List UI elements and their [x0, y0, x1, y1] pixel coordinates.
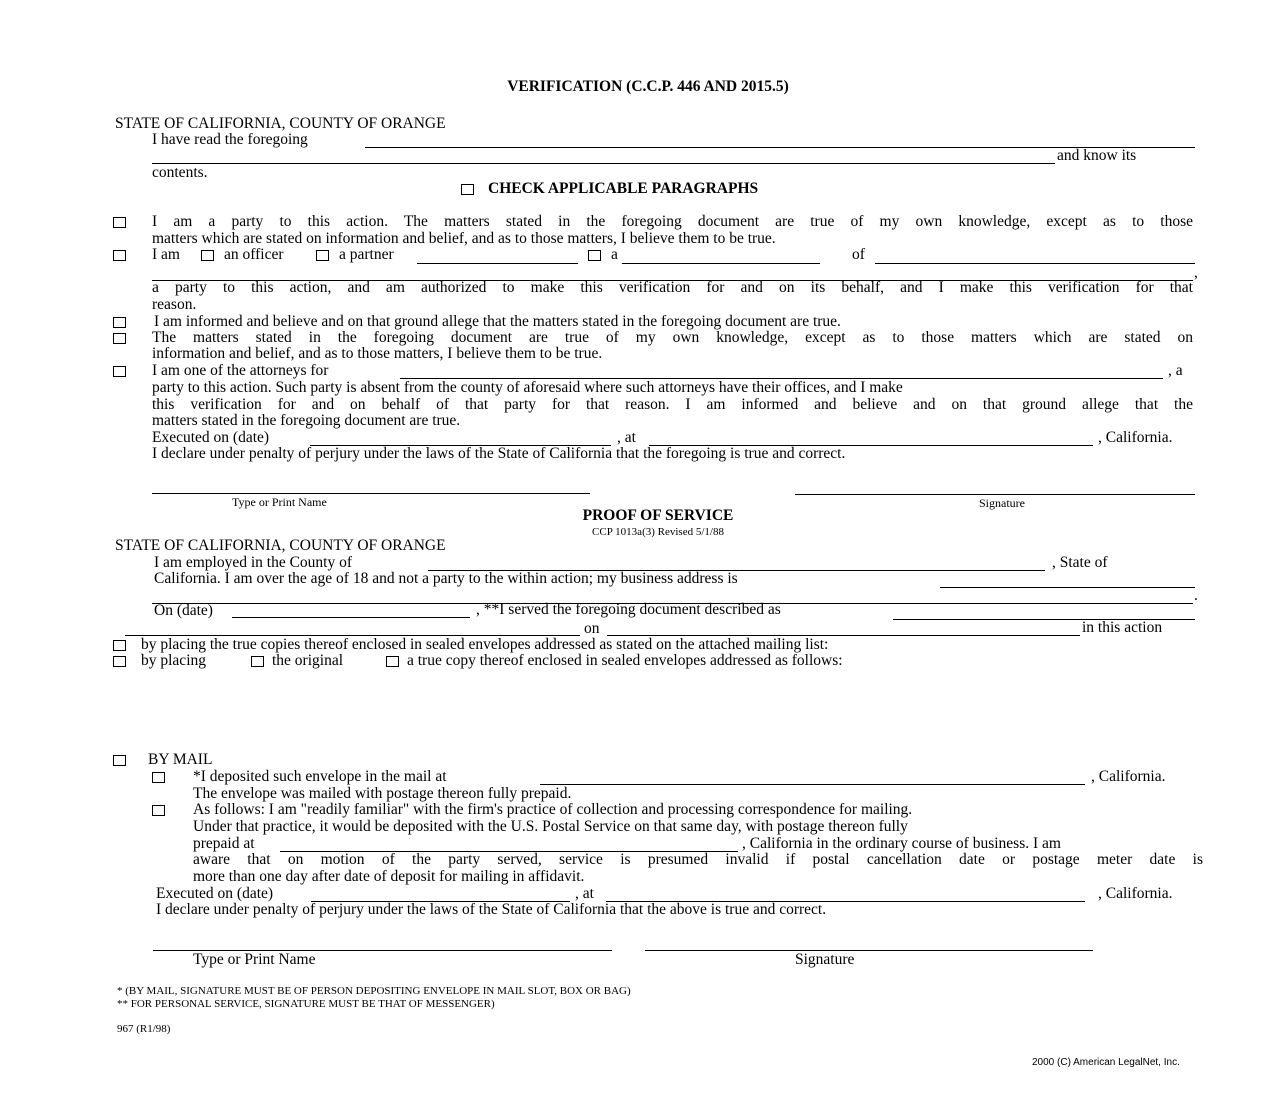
a-label-2: , a: [1168, 362, 1183, 379]
as-follows-line1: As follows: I am "readily familiar" with the firm's practice of collection and processing correspondence for mailing.: [193, 801, 913, 818]
party-paragraph-line2: matters which are stated on information and belief, and as to those matters, I believe them to be true.: [152, 230, 776, 247]
proof-at-label: , at: [575, 885, 594, 902]
attorney-checkbox[interactable]: [113, 366, 126, 377]
party-paragraph-line1: I am a party to this action. The matters stated in the foregoing document are true of my own knowledge, except as to those: [152, 213, 1193, 230]
signature-label: Signature: [979, 496, 1025, 510]
ordinary-course-label: , California in the ordinary course of business. I am: [742, 835, 1061, 852]
copyright: 2000 (C) American LegalNet, Inc.: [1032, 1057, 1180, 1068]
print-name-field[interactable]: [152, 493, 590, 494]
proof-print-name-label: Type or Print Name: [193, 951, 316, 968]
california-label: , California.: [1098, 429, 1173, 446]
at-label: , at: [617, 429, 636, 446]
executed-on-label: Executed on (date): [152, 429, 270, 446]
proof-state-county: STATE OF CALIFORNIA, COUNTY OF ORANGE: [115, 537, 446, 554]
document-name-field-2[interactable]: [152, 163, 1055, 164]
check-applicable-heading: CHECK APPLICABLE PARAGRAPHS: [488, 180, 759, 197]
attorney-label: I am one of the attorneys for: [152, 362, 329, 379]
original-checkbox[interactable]: [251, 656, 264, 667]
served-label: , **I served the foregoing document described as: [476, 601, 781, 618]
proof-signature-label: Signature: [795, 951, 855, 968]
period: .: [1194, 587, 1198, 604]
own-knowledge-checkbox[interactable]: [113, 333, 126, 344]
by-mail-checkbox[interactable]: [113, 755, 126, 766]
officer-paragraph-line4: reason.: [152, 296, 197, 313]
true-copy-label: a true copy thereof enclosed in sealed envelopes addressed as follows:: [407, 652, 843, 669]
role-field[interactable]: [622, 263, 820, 264]
as-follows-line2: Under that practice, it would be deposited with the U.S. Postal Service on that same day, with postage thereon fully: [193, 818, 908, 835]
officer-label: an officer: [224, 246, 284, 263]
own-knowledge-line1: The matters stated in the foregoing document are true of my own knowledge, except as to those matters which are stated on: [152, 329, 1193, 346]
partner-field[interactable]: [417, 263, 578, 264]
service-date-field[interactable]: [232, 617, 470, 618]
a-label: a: [611, 246, 618, 263]
over-age-label: California. I am over the age of 18 and not a party to the within action; my business address is: [154, 570, 738, 587]
check-applicable-checkbox[interactable]: [461, 184, 474, 195]
comma: ,: [1194, 264, 1198, 281]
contents-label: contents.: [152, 164, 208, 181]
party-checkbox[interactable]: [113, 217, 126, 228]
proof-california-label: , California.: [1098, 885, 1173, 902]
mailing-list-checkbox[interactable]: [113, 640, 126, 651]
mailing-list-label: by placing the true copies thereof enclosed in sealed envelopes addressed as stated on the attached mailing list:: [141, 636, 829, 653]
i-am-label: I am: [152, 246, 180, 263]
proof-signature-field[interactable]: [645, 950, 1093, 951]
partner-checkbox[interactable]: [316, 250, 329, 261]
declaration: I declare under penalty of perjury under the laws of the State of California that the foregoing is true and correct.: [152, 445, 846, 462]
proof-title: PROOF OF SERVICE: [582, 507, 734, 524]
proof-executed-on-label: Executed on (date): [156, 885, 274, 902]
attorney-line4: matters stated in the foregoing document are true.: [152, 412, 461, 429]
officer-partner-checkbox[interactable]: [113, 250, 126, 261]
original-label: the original: [272, 652, 344, 669]
as-follows-line5: more than one day after date of deposit for mailing in affidavit.: [193, 868, 585, 885]
proof-declaration: I declare under penalty of perjury under the laws of the State of California that the above is true and correct.: [156, 901, 827, 918]
mailed-label: The envelope was mailed with postage thereon fully prepaid.: [193, 785, 572, 802]
state-county: STATE OF CALIFORNIA, COUNTY OF ORANGE: [115, 115, 446, 132]
own-knowledge-line2: information and belief, and as to those matters, I believe them to be true.: [152, 345, 603, 362]
by-mail-label: BY MAIL: [148, 751, 213, 768]
as-follows-line4: aware that on motion of the party served, service is presumed invalid if postal cancellation date or postage meter date is: [193, 851, 1203, 868]
on-date-label: On (date): [154, 602, 213, 619]
by-placing-checkbox[interactable]: [113, 656, 126, 667]
employed-label: I am employed in the County of: [154, 554, 353, 571]
officer-paragraph-line3: a party to this action, and am authorized to make this verification for and on its behalf, and I make this verification for that: [152, 279, 1193, 296]
read-foregoing-label: I have read the foregoing: [152, 131, 308, 148]
attorney-line2: party to this action. Such party is absent from the county of aforesaid where such attorneys have their offices, and I make: [152, 379, 903, 396]
true-copy-checkbox[interactable]: [386, 656, 399, 667]
officer-checkbox[interactable]: [201, 250, 214, 261]
entity-field[interactable]: [875, 263, 1195, 264]
deposit-place-field[interactable]: [540, 784, 1085, 785]
state-of-label: , State of: [1052, 554, 1108, 571]
prepaid-at-label: prepaid at: [193, 835, 255, 852]
as-follows-checkbox[interactable]: [152, 805, 165, 816]
deposited-label: *I deposited such envelope in the mail at: [193, 768, 447, 785]
informed-paragraph: I am informed and believe and on that ground allege that the matters stated in the foregoing document are true.: [154, 313, 841, 330]
footnote-personal-service: ** FOR PERSONAL SERVICE, SIGNATURE MUST BE THAT OF MESSENGER): [117, 998, 495, 1010]
print-name-label: Type or Print Name: [232, 495, 327, 509]
california-label-2: , California.: [1091, 768, 1166, 785]
form-number: 967 (R1/98): [117, 1023, 171, 1035]
of-label: of: [852, 246, 865, 263]
verification-title: VERIFICATION (C.C.P. 446 AND 2015.5): [507, 78, 789, 95]
deposited-checkbox[interactable]: [152, 772, 165, 783]
by-placing-label: by placing: [141, 652, 206, 669]
know-its-label: and know its: [1057, 147, 1137, 164]
proof-subtitle: CCP 1013a(3) Revised 5/1/88: [592, 526, 724, 538]
business-address-field[interactable]: [940, 587, 1195, 588]
other-role-checkbox[interactable]: [588, 250, 601, 261]
informed-checkbox[interactable]: [113, 317, 126, 328]
on-label: on: [584, 620, 600, 637]
footnote-by-mail: * (BY MAIL, SIGNATURE MUST BE OF PERSON DEPOSITING ENVELOPE IN MAIL SLOT, BOX OR BAG): [117, 985, 631, 997]
attorney-line3: this verification for and on behalf of that party for that reason. I am informed and believe and on that ground allege that the: [152, 396, 1193, 413]
partner-label: a partner: [339, 246, 394, 263]
in-this-action-label: in this action: [1082, 619, 1163, 636]
